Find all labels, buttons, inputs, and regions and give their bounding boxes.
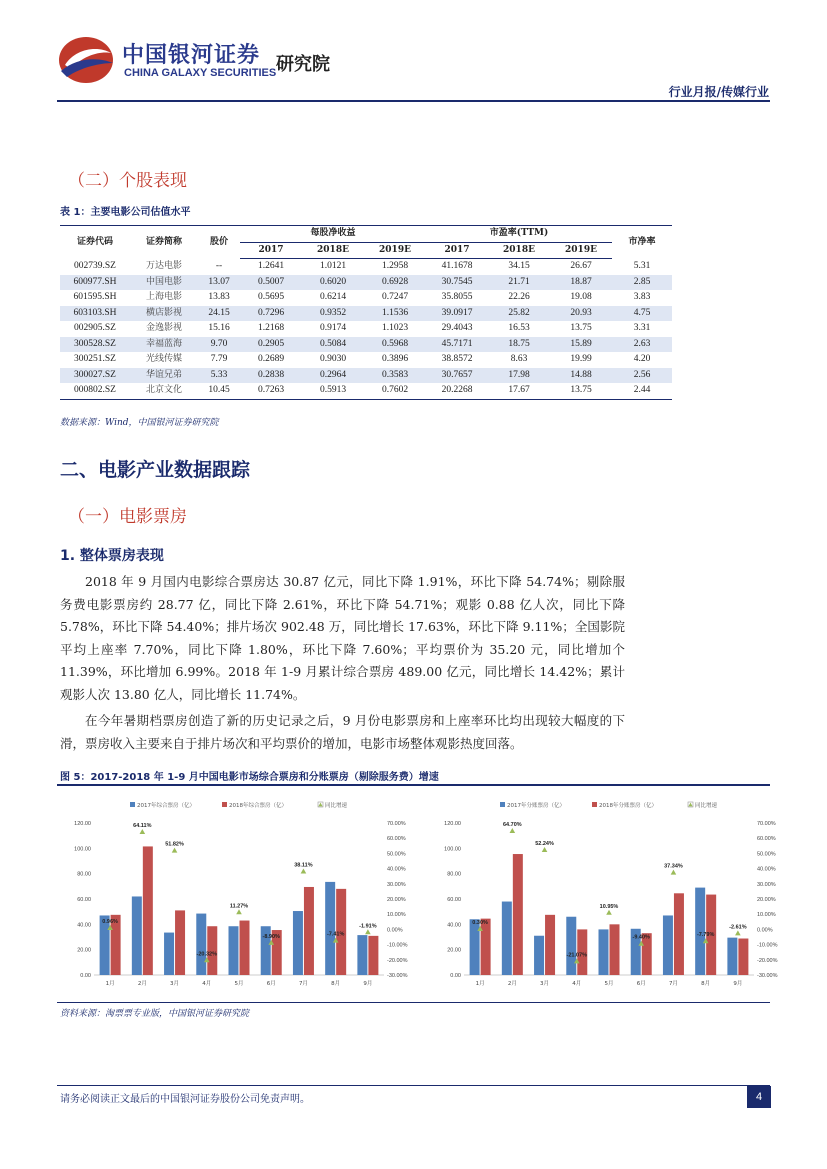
legend-swatch (500, 802, 505, 807)
legend-label: 同比增速 (695, 803, 718, 809)
y-tick-label: 0.00 (450, 973, 461, 979)
x-tick-label: 9月 (733, 981, 743, 987)
table-cell: 0.9352 (302, 306, 364, 322)
table-cell: 22.26 (508, 292, 530, 302)
growth-label: 37.34% (664, 863, 683, 870)
growth-label: -9.40% (632, 934, 650, 941)
x-tick-label: 5月 (234, 981, 244, 987)
growth-label: 52.24% (535, 840, 554, 847)
y-tick-label: 40.00 (447, 922, 461, 929)
table-cell: 603103.SH (60, 306, 130, 322)
y2-tick-label: -30.00% (387, 973, 408, 979)
table-cell: 1.2641 (257, 261, 285, 271)
paragraph-1: 2018 年 9 月国内电影综合票房达 30.87 亿元，同比下降 1.91%，环比下降 54.74%；剔除服务费电影票房约 28.77 亿，同比下降 2.61%，环比下降 54.71%；观影 0.88 亿人次，同比下降 5.78%，环比下降 54.40%；排片场次 902.48 万，同比增长 17.63%，环比下降 9.11%；全国影院平均上座率 7.70%，同比下降 1.80%，环比下降 7.60%；平均票价为 35.20 元，同比增加个 11.39%，环比增加 6.99%。2018 年 1-9 月累计综合票房 489.00 亿元，同比增长 14.42%；累计观影人次 13.80 亿人，同比增长 11.74%。 (60, 574, 625, 702)
table-row (60, 321, 672, 337)
table-row (60, 259, 672, 275)
x-tick-label: 3月 (540, 981, 550, 987)
col-header-pb: 市净率 (612, 226, 672, 259)
legend-label: 同比增速 (325, 803, 348, 809)
x-tick-label: 9月 (363, 981, 373, 987)
report-type-tag: 行业月报/传媒行业 (668, 85, 769, 99)
growth-label: 10.95% (599, 903, 619, 910)
box-office-chart-split (432, 795, 792, 995)
legend-label: 2017年综合票房（亿） (137, 803, 195, 809)
bar-2018 (368, 936, 378, 975)
table-cell: 4.20 (633, 354, 651, 364)
table-cell: 华谊兄弟 (130, 368, 198, 384)
table-cell: 0.3583 (364, 368, 426, 384)
y2-tick-label: 10.00% (387, 912, 406, 919)
bar-2018 (240, 921, 250, 975)
table-cell: 15.16 (208, 323, 230, 333)
growth-label: -20.32% (196, 951, 218, 958)
growth-label: -21.07% (566, 952, 588, 959)
table-cell: 0.2689 (257, 354, 285, 364)
x-tick-label: 8月 (701, 981, 711, 987)
y-tick-label: 20.00 (77, 947, 91, 954)
legend-label: 2018年分账票房（亿） (599, 803, 657, 809)
bar-2017 (196, 914, 206, 975)
y2-tick-label: 70.00% (387, 821, 406, 827)
y2-tick-label: 0.00% (757, 927, 773, 934)
table-cell: 24.15 (198, 306, 240, 322)
growth-marker (606, 910, 612, 915)
table-cell: 19.99 (570, 354, 592, 364)
table-cell: 1.2168 (257, 323, 285, 333)
bar-2017 (727, 938, 737, 975)
bar-2018 (674, 893, 684, 975)
y-tick-label: 20.00 (447, 947, 461, 954)
growth-marker (671, 870, 677, 875)
growth-label: -2.61% (729, 924, 747, 931)
table-row (60, 368, 672, 384)
table-cell: 13.75 (570, 323, 592, 333)
table-cell: 2.85 (612, 275, 672, 291)
table-cell: 0.5913 (302, 383, 364, 399)
y2-tick-label: 10.00% (757, 912, 776, 919)
table-cell: 39.0917 (426, 306, 488, 322)
bar-2018 (513, 854, 523, 975)
growth-marker (735, 930, 741, 935)
legend-label: 2017年分账票房（亿） (507, 803, 565, 809)
bar-2017 (663, 915, 673, 975)
growth-label: 64.11% (133, 822, 152, 829)
table-cell: 13.07 (198, 275, 240, 291)
growth-label: 64.70% (503, 822, 522, 829)
bar-2017 (132, 896, 142, 975)
y-tick-label: 60.00 (447, 897, 461, 903)
table-cell: 10.45 (198, 383, 240, 399)
bar-2017 (599, 929, 609, 975)
x-tick-label: 4月 (202, 981, 212, 987)
table-cell: 0.6020 (302, 275, 364, 291)
table-cell: 0.7263 (240, 383, 302, 399)
y2-tick-label: 60.00% (387, 836, 406, 843)
table-row (60, 275, 672, 291)
table-row (60, 383, 672, 399)
x-tick-label: 8月 (331, 981, 341, 987)
table-cell: 0.5084 (302, 337, 364, 353)
table-cell: 上海电影 (145, 292, 182, 302)
box-office-chart-total (62, 795, 422, 995)
bar-2017 (470, 919, 480, 975)
table-cell: 15.89 (550, 337, 612, 353)
legend-label: 2018年综合票房（亿） (229, 803, 287, 809)
table-cell: 0.6928 (364, 275, 426, 291)
y2-tick-label: 50.00% (757, 851, 776, 858)
table-cell: 9.70 (198, 337, 240, 353)
table-cell: 601595.SH (73, 292, 117, 302)
table-cell: 002739.SZ (74, 260, 116, 271)
valuation-table (60, 225, 672, 400)
y-tick-label: 100.00 (74, 846, 91, 853)
y2-tick-label: -10.00% (387, 942, 408, 949)
table-cell: 金逸影视 (145, 323, 182, 333)
paragraph-2: 在今年暑期档票房创造了新的历史记录之后，9 月份电影票房和上座率环比均出现较大幅度的下滑，票房收入主要来自于排片场次和平均票价的增加，电影市场整体观影热度回落。 (60, 713, 625, 751)
legend-swatch (130, 802, 135, 807)
table-cell: 0.3896 (381, 354, 409, 364)
table-cell: 29.4043 (441, 323, 473, 333)
y-tick-label: 120.00 (74, 821, 91, 827)
table-cell: 0.7247 (381, 292, 409, 302)
growth-marker (365, 929, 371, 934)
table-cell: 19.08 (570, 292, 592, 302)
table-cell: 30.7657 (426, 368, 488, 384)
y2-tick-label: 60.00% (757, 836, 776, 843)
figure-top-rule (57, 784, 770, 786)
bar-2017 (325, 882, 335, 975)
table-cell: 38.8572 (441, 354, 473, 364)
table-cell: 幸福蓝海 (130, 337, 198, 353)
bar-2017 (534, 936, 544, 975)
y2-tick-label: -20.00% (387, 957, 408, 964)
table-cell: 0.2905 (240, 337, 302, 353)
growth-marker (301, 868, 307, 873)
table-row (60, 352, 672, 368)
table-row (60, 337, 672, 353)
growth-marker (140, 829, 146, 834)
table-cell: 21.71 (488, 275, 550, 291)
col-header-pe-2018: 2018E (488, 242, 550, 259)
growth-label: -7.79% (696, 932, 715, 939)
bar-2018 (143, 846, 153, 975)
y2-tick-label: 70.00% (757, 821, 776, 827)
table-cell: 8.63 (510, 354, 528, 364)
y2-tick-label: -20.00% (757, 957, 778, 964)
y-tick-label: 80.00 (447, 871, 461, 878)
table-cell: 0.5007 (240, 275, 302, 291)
col-header-price: 股价 (198, 226, 240, 259)
col-header-eps-2018: 2018E (302, 242, 364, 259)
col-header-eps-2019: 2019E (364, 242, 426, 259)
section-heading-main: 二、电影产业数据跟踪 (60, 459, 251, 481)
table-cell: 30.7545 (426, 275, 488, 291)
figure-caption: 图 5：2017-2018 年 1-9 月中国电影市场综合票房和分账票房（剔除服务费）增速 (60, 772, 439, 783)
table-cell: 600977.SH (60, 275, 130, 291)
x-tick-label: 7月 (298, 981, 308, 987)
table-cell: 0.7602 (364, 383, 426, 399)
subsection-heading: 1. 整体票房表现 (60, 548, 164, 564)
table-cell: 北京文化 (130, 383, 198, 399)
col-header-name: 证券简称 (130, 226, 198, 259)
brand-institute: 研究院 (276, 54, 330, 75)
x-tick-label: 2月 (507, 981, 517, 987)
growth-label: 0.96% (102, 918, 118, 925)
table-cell: 20.93 (550, 306, 612, 322)
growth-marker (236, 909, 242, 914)
bar-2017 (566, 917, 576, 975)
x-tick-label: 6月 (636, 981, 646, 987)
x-tick-label: 1月 (105, 981, 115, 987)
table-cell: 万达电影 (145, 260, 182, 271)
y-tick-label: 60.00 (77, 897, 91, 903)
table-cell: 0.9174 (319, 323, 347, 333)
header-divider (57, 100, 770, 102)
bar-2018 (481, 919, 491, 975)
y2-tick-label: 20.00% (387, 897, 406, 903)
brand-name-cn: 中国银河证券 (122, 43, 261, 68)
table-cell: 5.33 (198, 368, 240, 384)
y-tick-label: 80.00 (77, 871, 91, 878)
legend-swatch (592, 802, 597, 807)
body-text (60, 571, 625, 755)
bar-2017 (293, 911, 303, 975)
table-cell: 光线传媒 (145, 354, 182, 364)
table-cell: 0.2838 (240, 368, 302, 384)
bar-2018 (175, 910, 185, 975)
table-cell: 26.67 (570, 261, 592, 271)
table-cell: 中国电影 (130, 275, 198, 291)
x-tick-label: 3月 (170, 981, 180, 987)
x-tick-label: 4月 (572, 981, 582, 987)
growth-label: 38.11% (294, 862, 313, 869)
x-tick-label: 1月 (475, 981, 485, 987)
bar-2017 (229, 926, 239, 975)
table-cell: 000802.SZ (60, 383, 130, 399)
y2-tick-label: 30.00% (757, 881, 776, 888)
table-cell: 002905.SZ (74, 323, 116, 333)
growth-label: 51.82% (165, 841, 184, 848)
table-source: 数据来源：Wind，中国银河证券研究院 (60, 418, 219, 428)
table-cell: 0.7296 (240, 306, 302, 322)
table-cell: 34.15 (508, 261, 530, 271)
bar-2017 (502, 902, 512, 975)
table-cell: 35.8055 (441, 292, 473, 302)
footer-disclaimer: 请务必阅读正文最后的中国银河证券股份公司免责声明。 (60, 1094, 310, 1105)
growth-label: -7.41% (326, 931, 345, 938)
table-cell: 300251.SZ (74, 354, 116, 364)
table-cell: 13.83 (208, 292, 230, 302)
table-cell: 300027.SZ (60, 368, 130, 384)
y2-tick-label: 40.00% (387, 866, 406, 873)
bar-2018 (304, 887, 314, 975)
y2-tick-label: 30.00% (387, 881, 406, 888)
growth-marker (542, 847, 548, 852)
table-cell: 300528.SZ (60, 337, 130, 353)
table-cell: 0.9030 (319, 354, 347, 364)
growth-label: -8.90% (262, 933, 280, 940)
x-tick-label: 5月 (604, 981, 614, 987)
table-cell: 17.98 (488, 368, 550, 384)
table-cell: 13.75 (550, 383, 612, 399)
growth-label: 0.30% (472, 919, 488, 926)
bar-2017 (164, 933, 174, 975)
table-cell: 17.67 (488, 383, 550, 399)
col-header-eps-2017: 2017 (240, 242, 302, 259)
table-cell: 1.1023 (381, 323, 409, 333)
page-number: 4 (747, 1086, 771, 1108)
section-heading-stock: （二）个股表现 (68, 171, 187, 191)
bar-2018 (610, 924, 620, 975)
table-cell: 41.1678 (441, 261, 473, 271)
table-caption: 表 1：主要电影公司估值水平 (60, 207, 191, 218)
y2-tick-label: -10.00% (757, 942, 778, 949)
y-tick-label: 40.00 (77, 922, 91, 929)
table-cell: 0.6214 (319, 292, 347, 302)
table-cell: 20.2268 (426, 383, 488, 399)
growth-label: -1.91% (359, 923, 377, 930)
table-cell: 2.44 (612, 383, 672, 399)
table-cell: 0.2964 (302, 368, 364, 384)
table-cell: 1.0121 (319, 261, 347, 271)
growth-marker (510, 828, 516, 833)
table-cell: 1.1536 (364, 306, 426, 322)
section-heading-box-office: （一）电影票房 (68, 507, 187, 527)
legend-swatch (222, 802, 227, 807)
col-header-pe-2017: 2017 (426, 242, 488, 259)
col-header-pe: 市盈率(TTM) (426, 226, 612, 243)
growth-label: 11.27% (229, 903, 249, 910)
legend-marker (318, 803, 322, 807)
table-cell: 16.53 (508, 323, 530, 333)
figure-bottom-rule (57, 1002, 770, 1003)
y2-tick-label: 0.00% (387, 927, 403, 934)
table-cell: 14.88 (550, 368, 612, 384)
x-tick-label: 2月 (137, 981, 147, 987)
x-tick-label: 7月 (668, 981, 678, 987)
table-cell: 3.31 (633, 323, 651, 333)
brand-name-en: CHINA GALAXY SECURITIES (124, 67, 277, 79)
table-cell: 横店影视 (130, 306, 198, 322)
bar-2018 (738, 939, 748, 975)
galaxy-logo-icon (57, 35, 115, 85)
bar-2017 (357, 935, 367, 975)
y-tick-label: 100.00 (444, 846, 461, 853)
footer-divider (57, 1085, 770, 1086)
table-cell: 18.87 (550, 275, 612, 291)
table-cell: -- (215, 260, 223, 271)
table-cell: 2.63 (612, 337, 672, 353)
table-cell: 25.82 (488, 306, 550, 322)
table-cell: 45.7171 (426, 337, 488, 353)
table-cell: 1.2958 (381, 261, 409, 271)
y2-tick-label: 40.00% (757, 866, 776, 873)
col-header-eps: 每股净收益 (240, 226, 426, 243)
y-tick-label: 120.00 (444, 821, 461, 827)
bar-2018 (545, 915, 555, 975)
legend-marker (688, 803, 692, 807)
y2-tick-label: -30.00% (757, 973, 778, 979)
table-cell: 3.83 (633, 292, 651, 302)
col-header-code: 证券代码 (60, 226, 130, 259)
table-row (60, 290, 672, 306)
table-cell: 2.56 (612, 368, 672, 384)
table-cell: 7.79 (210, 354, 228, 364)
col-header-pe-2019: 2019E (550, 242, 612, 259)
y2-tick-label: 50.00% (387, 851, 406, 858)
table-row (60, 306, 672, 322)
table-cell: 0.5695 (257, 292, 285, 302)
x-tick-label: 6月 (266, 981, 276, 987)
y2-tick-label: 20.00% (757, 897, 776, 903)
table-cell: 18.75 (488, 337, 550, 353)
figure-source: 资料来源：淘票票专业版，中国银河证券研究院 (60, 1009, 250, 1019)
growth-marker (172, 848, 178, 853)
table-cell: 5.31 (633, 260, 651, 271)
table-cell: 4.75 (612, 306, 672, 322)
table-cell: 0.5968 (364, 337, 426, 353)
y-tick-label: 0.00 (80, 973, 91, 979)
